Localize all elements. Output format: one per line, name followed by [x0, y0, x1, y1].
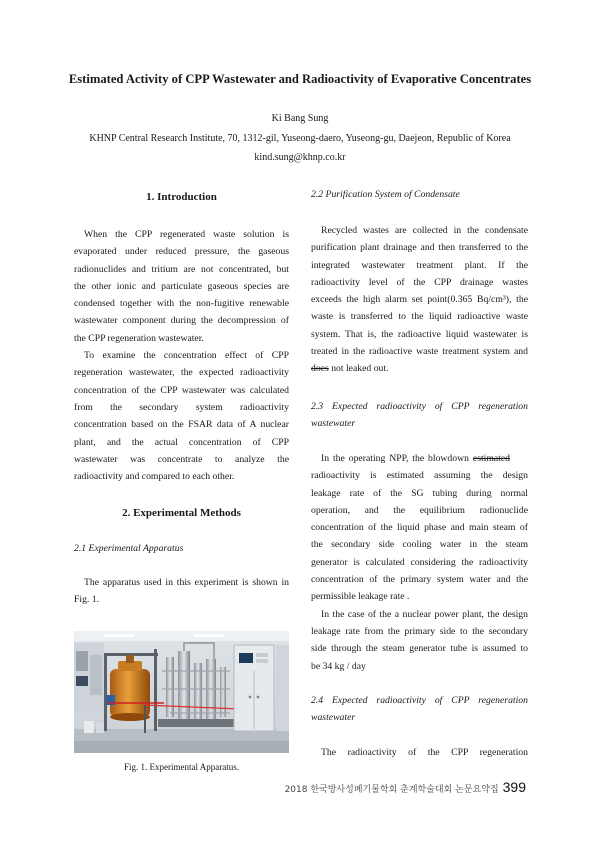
text-line: the other ionic and particulate gaseous species are	[74, 280, 289, 292]
introduction-paragraph-1	[74, 226, 289, 485]
experimental-apparatus-photo	[74, 631, 289, 753]
text-line: leakage rate from the primary side to the secondary	[311, 625, 528, 637]
struck-word: does	[311, 363, 329, 375]
text-line: evaporated under reduced pressure, the gaseous	[74, 246, 289, 258]
text-line: from the secondary system radioactivity	[74, 401, 289, 413]
text-line: When the CPP regenerated waste solution is	[84, 229, 289, 240]
text-line: exceeds the high alarm set point(0.365 Bq/cm³), the	[311, 294, 528, 306]
text-span: In the operating NPP, the blowdown	[321, 453, 473, 464]
expected-radioactivity-paragraph	[311, 450, 528, 675]
author-name: Ki Bang Sung	[271, 113, 329, 124]
text-line: concentration of the liquid phase and main steam of	[311, 522, 528, 534]
text-span: not leaked out.	[328, 363, 389, 375]
subsection-2-4-heading: 2.4 Expected radioactivity of CPP regeneration	[311, 695, 528, 706]
text-line: radioactivity level of the CPP drainage wastes	[311, 276, 528, 288]
purification-paragraph	[311, 222, 528, 378]
text-line: radioactivity is estimated assuming the design	[311, 470, 528, 482]
text-line: integrated wastewater treatment plant. If the	[311, 259, 528, 271]
text-line: concentration based on the FSAR data of A nuclear	[74, 419, 289, 431]
subsection-2-3-heading: 2.3 Expected radioactivity of CPP regeneration	[311, 401, 528, 412]
text-line: treated in the radioactive waste treatment system and	[311, 346, 528, 358]
page-number: 399	[502, 779, 526, 795]
subsection-2-4-heading-cont: wastewater	[311, 712, 356, 723]
subsection-2-2-heading: 2.2 Purification System of Condensate	[311, 189, 460, 200]
text-line: the secondary side cooling water in the steam	[311, 539, 528, 551]
text-line: be 34 kg / day	[311, 660, 366, 672]
text-line: The apparatus used in this experiment is shown in	[84, 577, 289, 588]
text-line: concentration of the primary system water and the	[311, 574, 528, 586]
subsection-2-1-heading: 2.1 Experimental Apparatus	[74, 543, 184, 554]
text-line: leakage rate of the SG tubing during normal	[311, 487, 528, 499]
text-line: side through the steam generator tube is assumed to	[311, 643, 528, 655]
figure-1-caption: Fig. 1. Experimental Apparatus.	[124, 762, 239, 772]
text-line	[311, 450, 528, 467]
author-affiliation: KHNP Central Research Institute, 70, 1312-gil, Yuseong-daero, Yuseong-gu, Daejeon, Republic of Korea	[89, 133, 511, 144]
text-line: In the case of the a nuclear power plant, the design	[321, 608, 528, 620]
page-footer	[285, 779, 526, 795]
text-line: Recycled wastes are collected in the condensate	[321, 225, 528, 236]
text-line: condensed together with the non-fugitive renewable	[74, 298, 289, 310]
radioactivity-paragraph	[311, 744, 528, 761]
text-line: Fig. 1.	[74, 594, 100, 606]
text-line: regeneration wastewater, the expected radioactivity	[74, 367, 289, 379]
text-line: the CPP regeneration wastewater.	[74, 332, 204, 344]
conference-name: 2018 한국방사성폐기물학회 춘계학술대회 논문요약집	[284, 785, 499, 795]
text-line: plant, and the actual concentration of CPP	[74, 436, 289, 448]
text-line: permissible leakage rate .	[311, 591, 410, 603]
text-line: system. That is, the radioactive liquid wastewater is	[311, 328, 528, 340]
text-line: The radioactivity of the CPP regeneration	[321, 747, 528, 758]
text-line: operation, and the equilibrium radionuclide	[311, 504, 528, 516]
text-line: generator is calculated considering the radioactivity	[311, 556, 528, 568]
apparatus-paragraph	[74, 574, 289, 609]
text-line: wastewater component during the decompression of	[74, 315, 289, 327]
subsection-2-3-heading-cont: wastewater	[311, 418, 356, 429]
text-line: radionuclides and tritium are not concentrated, but	[74, 263, 289, 275]
text-line: radioactivity and compared to each other.	[74, 471, 235, 483]
text-line: wastewater was concentrate to analyze the	[74, 453, 289, 465]
paper-title: Estimated Activity of CPP Wastewater and Radioactivity of Evaporative Concentrates	[68, 72, 532, 86]
methods-heading: 2. Experimental Methods	[122, 507, 241, 519]
text-line: To examine the concentration effect of CPP	[84, 350, 289, 362]
text-line: concentration of the CPP wastewater was calculated	[74, 384, 289, 396]
struck-word: estimated	[472, 453, 511, 464]
text-line: waste is transferred to the liquid radioactive waste	[311, 311, 528, 323]
author-email: kind.sung@khnp.co.kr	[254, 152, 346, 163]
introduction-heading: 1. Introduction	[146, 191, 217, 203]
text-line	[311, 360, 528, 377]
text-line: purification plant drainage and then transferred to the	[311, 242, 528, 254]
